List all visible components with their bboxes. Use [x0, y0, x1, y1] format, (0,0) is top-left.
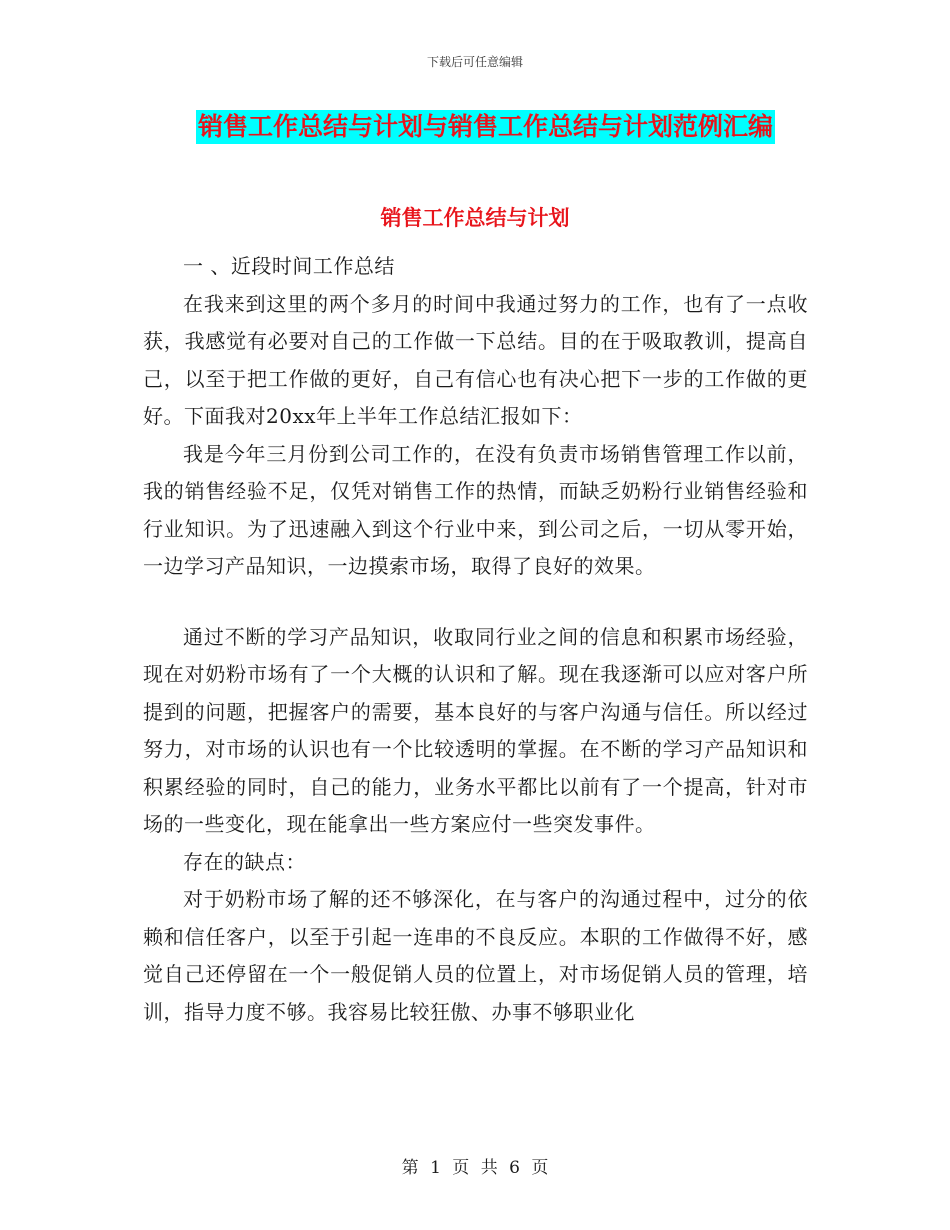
paragraph-heading: 存在的缺点： — [183, 849, 306, 874]
header-note: 下载后可任意编辑 — [426, 55, 523, 69]
paragraph: 通过不断的学习产品知识，收取同行业之间的信息和积累市场经验，现在对奶粉市场有了一个大概的认识和了解。现在我逐渐可以应对客户所提到的问题，把握客户的需要，基本良好的与客户沟通与信任。所以经过努力，对市场的认识也有一个比较透明的掌握。在不断的学习产品知识和积累经验的同时，自己的能力，业务水平都比以前有了一个提高，针对市场的一些变化，现在能拿出一些方案应付一些突发事件。 — [143, 624, 808, 836]
paragraph: 对于奶粉市场了解的还不够深化，在与客户的沟通过程中，过分的依赖和信任客户，以至于引起一连串的不良反应。本职的工作做得不好，感觉自己还停留在一个一般促销人员的位置上，对市场促销人员的管理，培训，指导力度不够。我容易比较狂傲、办事不够职业化 — [143, 887, 808, 1024]
section-heading: 一 、近段时间工作总结 — [183, 254, 395, 278]
page-footer: 第 1 页 共 6 页 — [401, 1158, 549, 1178]
paragraph: 我是今年三月份到公司工作的，在没有负责市场销售管理工作以前，我的销售经验不足，仅凭对销售工作的热情，而缺乏奶粉行业销售经验和行业知识。为了迅速融入到这个行业中来，到公司之后，一切从零开始，一边学习产品知识，一边摸索市场，取得了良好的效果。 — [143, 441, 808, 578]
section-title: 销售工作总结与计划 — [380, 206, 570, 230]
paragraph: 在我来到这里的两个多月的时间中我通过努力的工作，也有了一点收获，我感觉有必要对自己的工作做一下总结。目的在于吸取教训，提高自己，以至于把工作做的更好，自己有信心也有决心把下一步的工作做的更好。下面我对20xx年上半年工作总结汇报如下： — [143, 291, 808, 428]
document-title: 销售工作总结与计划与销售工作总结与计划范例汇编 — [196, 110, 775, 144]
document-body — [143, 248, 808, 1031]
